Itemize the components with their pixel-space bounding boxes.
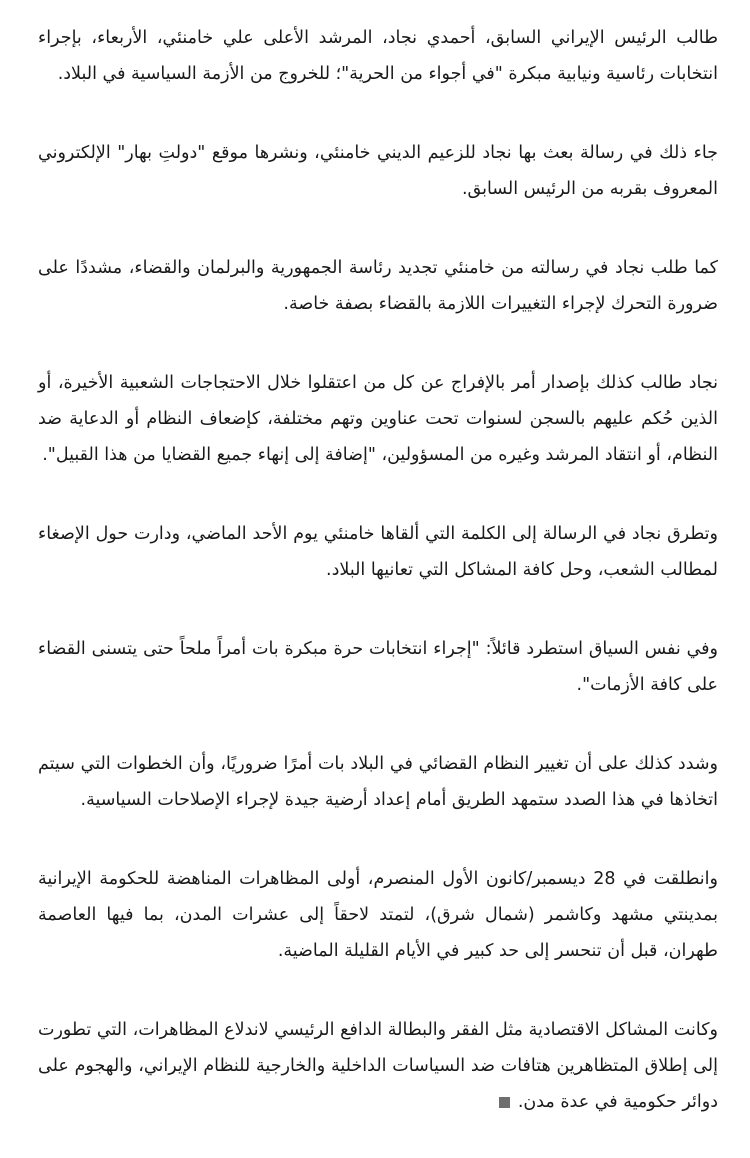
paragraph-2: جاء ذلك في رسالة بعث بها نجاد للزعيم الديني خامنئي، ونشرها موقع "دولتِ بهار" الإلكتروني المعروف بقربه من الرئيس السابق. xyxy=(38,143,718,199)
paragraph-6: وفي نفس السياق استطرد قائلاً: "إجراء انتخابات حرة مبكرة بات أمراً ملحاً حتى يتسنى القضاء على كافة الأزمات". xyxy=(38,639,718,695)
paragraph-5: وتطرق نجاد في الرسالة إلى الكلمة التي ألقاها خامنئي يوم الأحد الماضي، ودارت حول الإصغاء لمطالب الشعب، وحل كافة المشاكل التي تعانيها البلاد. xyxy=(38,524,718,580)
end-of-article-square-icon xyxy=(499,1097,510,1108)
paragraph-1: طالب الرئيس الإيراني السابق، أحمدي نجاد، المرشد الأعلى علي خامنئي، الأربعاء، بإجراء انتخابات رئاسية ونيابية مبكرة "في أجواء من الحرية"؛ للخروج من الأزمة السياسية في البلاد. xyxy=(38,28,718,84)
paragraph-7: وشدد كذلك على أن تغيير النظام القضائي في البلاد بات أمرًا ضروريًا، وأن الخطوات التي سيتم اتخاذها في هذا الصدد ستمهد الطريق أمام إعداد أرضية جيدة لإجراء الإصلاحات السياسية. xyxy=(38,754,718,810)
paragraph-8: وانطلقت في 28 ديسمبر/كانون الأول المنصرم، أولى المظاهرات المناهضة للحكومة الإيرانية بمدينتي مشهد وكاشمر (شمال شرق)، لتمتد لاحقاً إلى عشرات المدن، بما فيها العاصمة طهران، قبل أن تنحسر إلى حد كبير في الأيام القليلة الماضية. xyxy=(38,869,718,961)
paragraph-9-text: وكانت المشاكل الاقتصادية مثل الفقر والبطالة الدافع الرئيسي لاندلاع المظاهرات، التي تطورت إلى إطلاق المتظاهرين هتافات ضد السياسات الداخلية والخارجية للنظام الإيراني، والهجوم على دوائر حكومية في عدة مدن. xyxy=(38,1020,718,1112)
paragraph-9 xyxy=(38,1012,718,1120)
paragraph-3: كما طلب نجاد في رسالته من خامنئي تجديد رئاسة الجمهورية والبرلمان والقضاء، مشددًا على ضرورة التحرك لإجراء التغييرات اللازمة بالقضاء بصفة خاصة. xyxy=(38,258,718,314)
paragraph-4: نجاد طالب كذلك بإصدار أمر بالإفراج عن كل من اعتقلوا خلال الاحتجاجات الشعبية الأخيرة، أو الذين حُكم عليهم بالسجن لسنوات تحت عناوين وتهم مختلفة، كإضعاف النظام أو الدعاية ضد النظام، أو انتقاد المرشد وغيره من المسؤولين، "إضافة إلى إنهاء جميع القضايا من هذا القبيل". xyxy=(38,373,718,465)
